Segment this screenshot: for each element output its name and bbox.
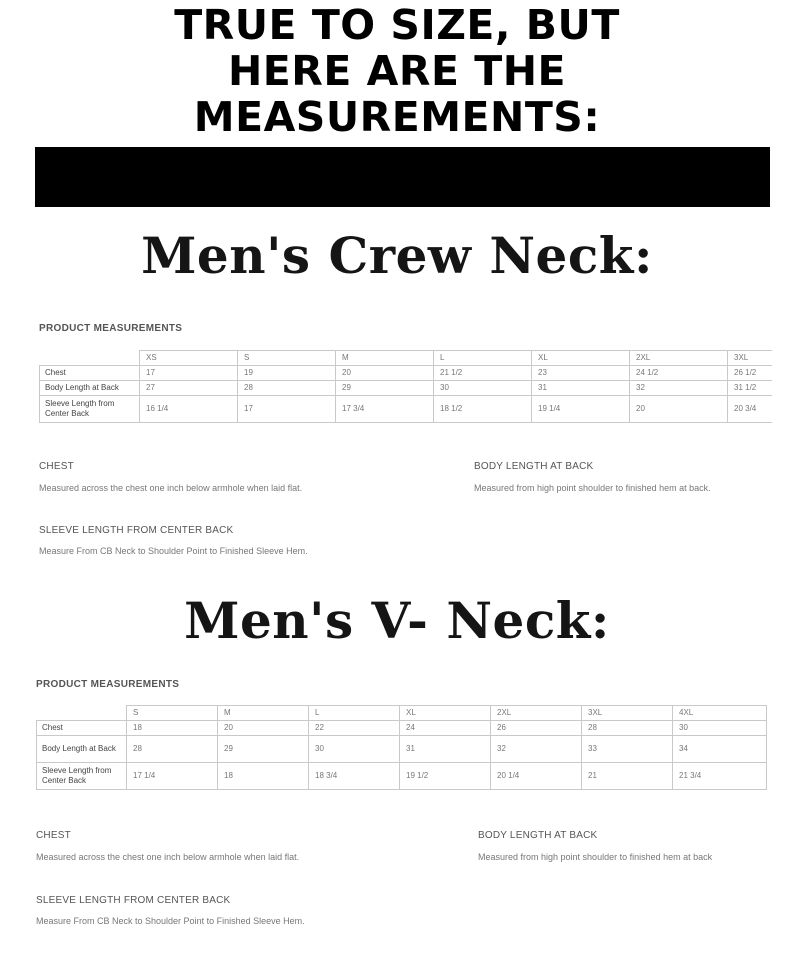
crew-size-header: S <box>238 351 336 366</box>
table-cell: 31 1/2 <box>728 381 772 396</box>
crew-neck-title: Men's Crew Neck: <box>141 226 653 285</box>
crew-size-header: XL <box>532 351 630 366</box>
row-label: Chest <box>37 721 127 736</box>
crew-chest-heading: CHEST <box>39 461 74 472</box>
crew-product-measurements-label: PRODUCT MEASUREMENTS <box>39 323 183 334</box>
table-cell: 20 1/4 <box>491 763 582 790</box>
table-cell: 17 <box>140 366 238 381</box>
table-row <box>37 736 767 763</box>
crew-sleeve-text: Measure From CB Neck to Shoulder Point to Finished Sleeve Hem. <box>39 546 308 556</box>
table-cell: 24 <box>400 721 491 736</box>
vneck-sleeve-heading: SLEEVE LENGTH FROM CENTER BACK <box>36 895 231 906</box>
vneck-chest-text: Measured across the chest one inch below armhole when laid flat. <box>36 852 300 862</box>
table-cell: 18 1/2 <box>434 396 532 423</box>
vneck-sleeve-text: Measure From CB Neck to Shoulder Point to Finished Sleeve Hem. <box>36 916 305 926</box>
crew-size-header: L <box>434 351 532 366</box>
table-row <box>40 366 772 381</box>
table-cell: 22 <box>309 721 400 736</box>
vneck-size-header: S <box>127 706 218 721</box>
vneck-size-header: M <box>218 706 309 721</box>
table-cell: 19 <box>238 366 336 381</box>
vneck-size-header: 3XL <box>582 706 673 721</box>
table-cell: 17 1/4 <box>127 763 218 790</box>
table-cell: 18 <box>218 763 309 790</box>
table-cell: 29 <box>218 736 309 763</box>
table-row <box>40 396 772 423</box>
table-cell: 20 <box>630 396 728 423</box>
vneck-body-heading: BODY LENGTH AT BACK <box>478 830 598 841</box>
v-neck-title: Men's V- Neck: <box>184 591 610 650</box>
table-cell: 30 <box>434 381 532 396</box>
table-cell: 21 1/2 <box>434 366 532 381</box>
table-cell: 19 1/2 <box>400 763 491 790</box>
crew-size-header: M <box>336 351 434 366</box>
table-cell: 31 <box>532 381 630 396</box>
table-cell: 17 <box>238 396 336 423</box>
table-cell: 32 <box>630 381 728 396</box>
crew-header-row <box>40 351 772 366</box>
vneck-chest-heading: CHEST <box>36 830 71 841</box>
table-cell: 33 <box>582 736 673 763</box>
vneck-size-header: 2XL <box>491 706 582 721</box>
table-cell: 19 1/4 <box>532 396 630 423</box>
row-label: Chest <box>40 366 140 381</box>
table-cell: 18 <box>127 721 218 736</box>
table-row <box>40 381 772 396</box>
table-cell: 31 <box>400 736 491 763</box>
table-cell: 27 <box>140 381 238 396</box>
vneck-body-text: Measured from high point shoulder to finished hem at back <box>478 852 713 862</box>
table-cell: 28 <box>238 381 336 396</box>
table-cell: 21 3/4 <box>673 763 767 790</box>
table-cell: 23 <box>532 366 630 381</box>
vneck-size-header: 4XL <box>673 706 767 721</box>
crew-chest-text: Measured across the chest one inch below armhole when laid flat. <box>39 483 303 493</box>
crew-size-header: 2XL <box>630 351 728 366</box>
table-cell: 24 1/2 <box>630 366 728 381</box>
vneck-product-measurements-label: PRODUCT MEASUREMENTS <box>36 679 180 690</box>
table-cell: 21 <box>582 763 673 790</box>
row-label: Sleeve Length from Center Back <box>37 763 127 790</box>
table-cell: 26 <box>491 721 582 736</box>
vneck-size-header: L <box>309 706 400 721</box>
headline-line-2: HERE ARE THE <box>227 47 567 95</box>
table-cell: 20 <box>336 366 434 381</box>
table-cell: 17 3/4 <box>336 396 434 423</box>
crew-size-header: 3XL <box>728 351 772 366</box>
table-cell: 26 1/2 <box>728 366 772 381</box>
table-cell: 18 3/4 <box>309 763 400 790</box>
crew-sleeve-heading: SLEEVE LENGTH FROM CENTER BACK <box>39 525 234 536</box>
crew-measurements-table <box>39 350 772 423</box>
row-label: Sleeve Length from Center Back <box>40 396 140 423</box>
table-cell: 16 1/4 <box>140 396 238 423</box>
table-cell: 28 <box>582 721 673 736</box>
table-cell: 20 <box>218 721 309 736</box>
headline-line-1: TRUE TO SIZE, BUT <box>174 1 620 49</box>
table-cell: 29 <box>336 381 434 396</box>
table-row <box>37 721 767 736</box>
table-cell: 32 <box>491 736 582 763</box>
crew-body-heading: BODY LENGTH AT BACK <box>474 461 594 472</box>
crew-body-text: Measured from high point shoulder to finished hem at back. <box>474 483 711 493</box>
table-cell: 28 <box>127 736 218 763</box>
headline <box>0 2 794 140</box>
headline-line-3: MEASUREMENTS: <box>193 93 601 141</box>
row-label: Body Length at Back <box>40 381 140 396</box>
vneck-size-header: XL <box>400 706 491 721</box>
table-row <box>37 763 767 790</box>
vneck-header-row <box>37 706 767 721</box>
black-banner-bar <box>35 147 770 207</box>
table-cell: 20 3/4 <box>728 396 772 423</box>
vneck-measurements-table <box>36 705 767 790</box>
row-label: Body Length at Back <box>37 736 127 763</box>
table-cell: 30 <box>673 721 767 736</box>
table-cell: 34 <box>673 736 767 763</box>
table-cell: 30 <box>309 736 400 763</box>
crew-size-header: XS <box>140 351 238 366</box>
